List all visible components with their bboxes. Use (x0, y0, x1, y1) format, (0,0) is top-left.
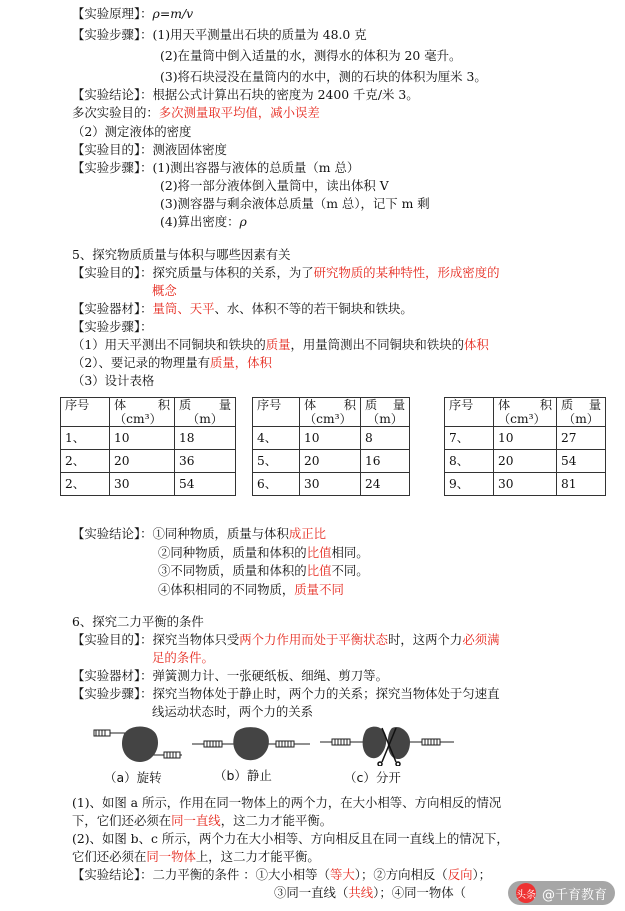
steps-line-2: (2)在量筒中倒入适量的水，测得水的体积为 20 毫升。 (160, 48, 462, 63)
steps-line-1: 【实验步骤】：(1)用天平测量出石块的质量为 48.0 克 (72, 27, 367, 42)
table-header-row (61, 398, 236, 427)
table-row: 8、 20 54 (445, 450, 606, 473)
figure-c-caption: （c）分开 (344, 770, 401, 785)
section6-purpose-cont: 足的条件。 (152, 650, 214, 665)
section5-purpose: 【实验目的】：探究质量与体积的关系，为了研究物质的某种特性，形成密度的 (72, 265, 500, 280)
section6-steps: 【实验步骤】：探究当物体处于静止时，两个力的关系；探究当物体处于匀速直 (72, 686, 500, 701)
repeat-purpose-line: 多次实验目的：多次测量取平均值，减小误差 (72, 105, 320, 120)
figure-b-caption: （b）静止 (214, 768, 272, 783)
data-table-3 (444, 397, 606, 496)
section5-step3: （3）设计表格 (72, 373, 155, 388)
section5-title: 5、探究物质质量与体积与哪些因素有关 (72, 247, 291, 262)
col-header-volume: 体 积 （cm³） (494, 398, 557, 427)
data-table-1 (60, 397, 236, 496)
purpose-line: 【实验目的】：测液固体密度 (72, 142, 227, 157)
section6-conclusion-1: 【实验结论】：二力平衡的条件 ：①大小相等（等大）；②方向相反（反向）； (72, 867, 492, 882)
col-header-no: 序号 (445, 398, 494, 427)
col-header-mass: 质 量 （m） (361, 398, 410, 427)
liquid-steps-1: 【实验步骤】：(1)测出容器与液体的总质量（m 总） (72, 160, 360, 175)
section5-step2: （2）、要记录的物理量有质量，体积 (72, 355, 272, 370)
table-row: 2、 20 36 (61, 450, 236, 473)
table-row: 4、 10 8 (253, 427, 410, 450)
section5-conclusion-2: ②同种物质，质量和体积的比值相同。 (158, 545, 369, 560)
table-row: 2、 30 54 (61, 473, 236, 496)
paragraph-1b: 下，它们还必须在同一直线，这二力才能平衡。 (72, 813, 333, 828)
section6-title: 6、探究二力平衡的条件 (72, 614, 204, 629)
section5-equipment: 【实验器材】：量筒、天平、水、体积不等的若干铜块和铁块。 (72, 301, 413, 316)
col-header-no: 序号 (253, 398, 300, 427)
section5-conclusion-1: 【实验结论】：①同种物质，质量与体积成正比 (72, 526, 327, 541)
watermark (508, 881, 615, 905)
col-header-mass: 质 量 （m） (175, 398, 236, 427)
section6-equipment: 【实验器材】：弹簧测力计、一张硬纸板、细绳、剪刀等。 (72, 668, 388, 683)
figure-a-rotate (92, 722, 184, 770)
paragraph-2a: (2)、如图 b、c 所示，两个力在大小相等、方向相反且在同一直线上的情况下， (72, 831, 509, 846)
table-row: 7、 10 27 (445, 427, 606, 450)
paragraph-1a: (1)、如图 a 所示，作用在同一物体上的两个力，在大小相等、方向相反的情况 (72, 795, 502, 810)
liquid-steps-4: (4)算出密度：ρ (160, 214, 247, 229)
toutiao-logo-icon: 头条 (516, 883, 536, 903)
table-row: 1、 10 18 (61, 427, 236, 450)
liquid-steps-3: (3)测容器与剩余液体总质量（m 总），记下 m 剩 (160, 196, 430, 211)
col-header-no: 序号 (61, 398, 110, 427)
table-row: 5、 20 16 (253, 450, 410, 473)
section5-conclusion-4: ④体积相同的不同物质，质量不同 (158, 582, 344, 597)
section5-purpose-cont: 概念 (152, 283, 177, 298)
col-header-volume: 体 积 （cm³） (110, 398, 175, 427)
col-header-mass: 质 量 （m） (557, 398, 606, 427)
table-row: 6、 30 24 (253, 473, 410, 496)
section5-conclusion-3: ③不同物质，质量和体积的比值不同。 (158, 563, 369, 578)
figure-a-caption: （a）旋转 (104, 770, 162, 785)
liquid-density-heading: （2）测定液体的密度 (72, 124, 192, 139)
paragraph-2b: 它们还必须在同一物体上，这二力才能平衡。 (72, 849, 320, 864)
table-row: 9、 30 81 (445, 473, 606, 496)
figure-c-separate (318, 722, 456, 766)
section6-conclusion-2: ③同一直线（共线）；④同一物体（ (274, 885, 467, 900)
section6-steps-cont: 线运动状态时，两个力的关系 (152, 704, 314, 719)
data-table-2 (252, 397, 410, 496)
section5-step1: （1）用天平测出不同铜块和铁块的质量，用量筒测出不同铜块和铁块的体积 (72, 337, 489, 352)
table-header-row (445, 398, 606, 427)
watermark-text: @千育教育 (541, 887, 607, 903)
col-header-volume: 体 积 （cm³） (300, 398, 361, 427)
principle-line: 【实验原理】：ρ=m/v (72, 6, 194, 21)
liquid-steps-2: (2)将一部分液体倒入量筒中，读出体积 V (160, 178, 389, 193)
conclusion-line: 【实验结论】：根据公式计算出石块的密度为 2400 千克/米 3。 (72, 87, 419, 102)
figure-b-static (190, 724, 312, 764)
section6-purpose: 【实验目的】：探究当物体只受两个力作用而处于平衡状态时，这两个力必须满 (72, 632, 500, 647)
section5-steps-label: 【实验步骤】： (72, 319, 153, 334)
table-header-row (253, 398, 410, 427)
steps-line-3: (3)将石块浸没在量筒内的水中，测的石块的体积为厘米 3。 (160, 69, 487, 84)
